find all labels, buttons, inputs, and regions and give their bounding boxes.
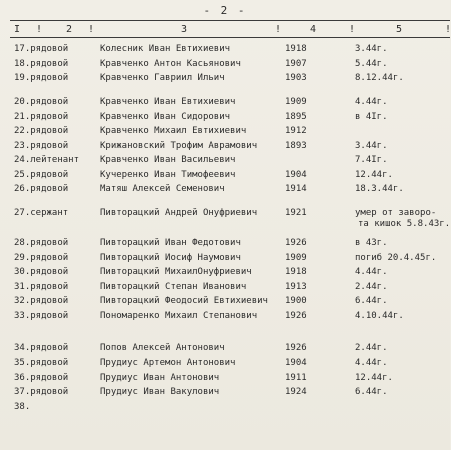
header-sep-1: ! xyxy=(36,24,43,35)
row-name: Кравченко Иван Васильевич xyxy=(100,155,236,165)
table-row xyxy=(0,112,450,126)
header-bottom-rule xyxy=(10,37,450,38)
table-row xyxy=(0,97,450,111)
row-rank: 33.рядовой xyxy=(14,311,69,321)
row-note: 12.44г. xyxy=(355,170,393,180)
row-name: Пивторацкий МихаилОнуфриевич xyxy=(100,267,252,277)
row-name: Пивторацкий Иван Федотович xyxy=(100,238,241,248)
row-year: 1895 xyxy=(285,112,307,122)
row-name: Пивторацкий Андрей Онуфриевич xyxy=(100,208,258,218)
table-row xyxy=(0,387,450,401)
row-name: Прудиус Иван Вакулович xyxy=(100,387,220,397)
row-note: 3.44г. xyxy=(355,44,388,54)
row-name: Кравченко Иван Сидорович xyxy=(100,112,231,122)
table-row xyxy=(0,59,450,73)
row-name: Попов Алексей Антонович xyxy=(100,343,225,353)
row-note: 2.44г. xyxy=(355,343,388,353)
row-rank: 20.рядовой xyxy=(14,97,69,107)
row-name: Пивторацкий Иосиф Наумович xyxy=(100,253,241,263)
row-year: 1904 xyxy=(285,358,307,368)
row-rank: 26.рядовой xyxy=(14,184,69,194)
row-note: 8.12.44г. xyxy=(355,73,404,83)
row-note: 2.44г. xyxy=(355,282,388,292)
row-year: 1926 xyxy=(285,311,307,321)
row-name: Кравченко Антон Касьянович xyxy=(100,59,241,69)
header-col-5: 5 xyxy=(396,24,403,35)
row-year: 1903 xyxy=(285,73,307,83)
row-note: 6.44г. xyxy=(355,296,388,306)
row-year: 1914 xyxy=(285,184,307,194)
table-row xyxy=(0,155,450,169)
table-row xyxy=(0,238,450,252)
row-rank: 24.лейтенант xyxy=(14,155,80,165)
row-year: 1926 xyxy=(285,343,307,353)
row-note-continuation: та кишок 5.8.43г. xyxy=(358,219,451,229)
row-rank: 35.рядовой xyxy=(14,358,69,368)
header-col-2: 2 xyxy=(66,24,73,35)
row-year: 1912 xyxy=(285,126,307,136)
table-header xyxy=(0,24,450,37)
row-year: 1909 xyxy=(285,97,307,107)
table-row xyxy=(0,73,450,87)
row-name: Пивторацкий Феодосий Евтихиевич xyxy=(100,296,268,306)
row-note: в 43г. xyxy=(355,238,388,248)
table-row xyxy=(0,44,450,58)
table-row xyxy=(0,373,450,387)
row-note: 12.44г. xyxy=(355,373,393,383)
header-col-4: 4 xyxy=(310,24,317,35)
table-row xyxy=(0,141,450,155)
page-number: - 2 - xyxy=(203,4,247,17)
row-name: Колесник Иван Евтихиевич xyxy=(100,44,231,54)
row-note: 18.3.44г. xyxy=(355,184,404,194)
row-name: Кучеренко Иван Тимофеевич xyxy=(100,170,236,180)
row-rank: 22.рядовой xyxy=(14,126,69,136)
row-note: 7.4Iг. xyxy=(355,155,388,165)
row-year: 1900 xyxy=(285,296,307,306)
header-col-3: 3 xyxy=(181,24,188,35)
row-rank: 37.рядовой xyxy=(14,387,69,397)
row-year: 1913 xyxy=(285,282,307,292)
table-row xyxy=(0,358,450,372)
row-rank: 19.рядовой xyxy=(14,73,69,83)
row-note: в 4Iг. xyxy=(355,112,388,122)
table-row xyxy=(0,267,450,281)
table-row xyxy=(0,184,450,198)
header-col-1: I xyxy=(14,24,21,35)
row-rank: 36.рядовой xyxy=(14,373,69,383)
row-rank: 32.рядовой xyxy=(14,296,69,306)
row-name: Крижановский Трофим Аврамович xyxy=(100,141,258,151)
table-row xyxy=(0,402,450,416)
row-note: 4.44г. xyxy=(355,97,388,107)
table-row xyxy=(0,170,450,184)
row-rank: 30.рядовой xyxy=(14,267,69,277)
table-row xyxy=(0,343,450,357)
row-rank: 23.рядовой xyxy=(14,141,69,151)
row-rank: 34.рядовой xyxy=(14,343,69,353)
row-note: 5.44г. xyxy=(355,59,388,69)
row-note: 4.44г. xyxy=(355,358,388,368)
row-year: 1904 xyxy=(285,170,307,180)
row-rank: 28.рядовой xyxy=(14,238,69,248)
row-year: 1918 xyxy=(285,44,307,54)
row-name: Кравченко Иван Евтихиевич xyxy=(100,97,236,107)
row-year: 1909 xyxy=(285,253,307,263)
row-year: 1921 xyxy=(285,208,307,218)
header-sep-4: ! xyxy=(349,24,356,35)
row-note: 4.10.44г. xyxy=(355,311,404,321)
row-year: 1924 xyxy=(285,387,307,397)
table-row xyxy=(0,253,450,267)
row-rank: 31.рядовой xyxy=(14,282,69,292)
row-rank: 18.рядовой xyxy=(14,59,69,69)
row-note: 3.44г. xyxy=(355,141,388,151)
row-note: умер от заворо- xyxy=(355,208,437,218)
row-year: 1907 xyxy=(285,59,307,69)
header-sep-2: ! xyxy=(88,24,95,35)
row-name: Пономаренко Михаил Степанович xyxy=(100,311,258,321)
row-note: 4.44г. xyxy=(355,267,388,277)
row-rank: 27.сержант xyxy=(14,208,69,218)
row-rank: 38. xyxy=(14,402,31,412)
row-name: Прудиус Артемон Антонович xyxy=(100,358,236,368)
row-rank: 25.рядовой xyxy=(14,170,69,180)
row-note: 6.44г. xyxy=(355,387,388,397)
row-year: 1893 xyxy=(285,141,307,151)
table-row xyxy=(0,126,450,140)
row-year: 1918 xyxy=(285,267,307,277)
row-name: Матяш Алексей Семенович xyxy=(100,184,225,194)
row-name: Кравченко Михаил Евтихиевич xyxy=(100,126,247,136)
header-sep-5: ! xyxy=(445,24,451,35)
row-year: 1911 xyxy=(285,373,307,383)
table-row xyxy=(0,311,450,325)
row-rank: 29.рядовой xyxy=(14,253,69,263)
header-sep-3: ! xyxy=(275,24,282,35)
row-name: Пивторацкий Степан Иванович xyxy=(100,282,247,292)
row-year: 1926 xyxy=(285,238,307,248)
table-row xyxy=(0,282,450,296)
row-name: Кравченко Гавриил Ильич xyxy=(100,73,225,83)
row-note: погиб 20.4.45г. xyxy=(355,253,437,263)
row-rank: 17.рядовой xyxy=(14,44,69,54)
table-row xyxy=(0,296,450,310)
header-top-rule xyxy=(10,20,450,21)
row-name: Прудиус Иван Антонович xyxy=(100,373,220,383)
row-rank: 21.рядовой xyxy=(14,112,69,122)
